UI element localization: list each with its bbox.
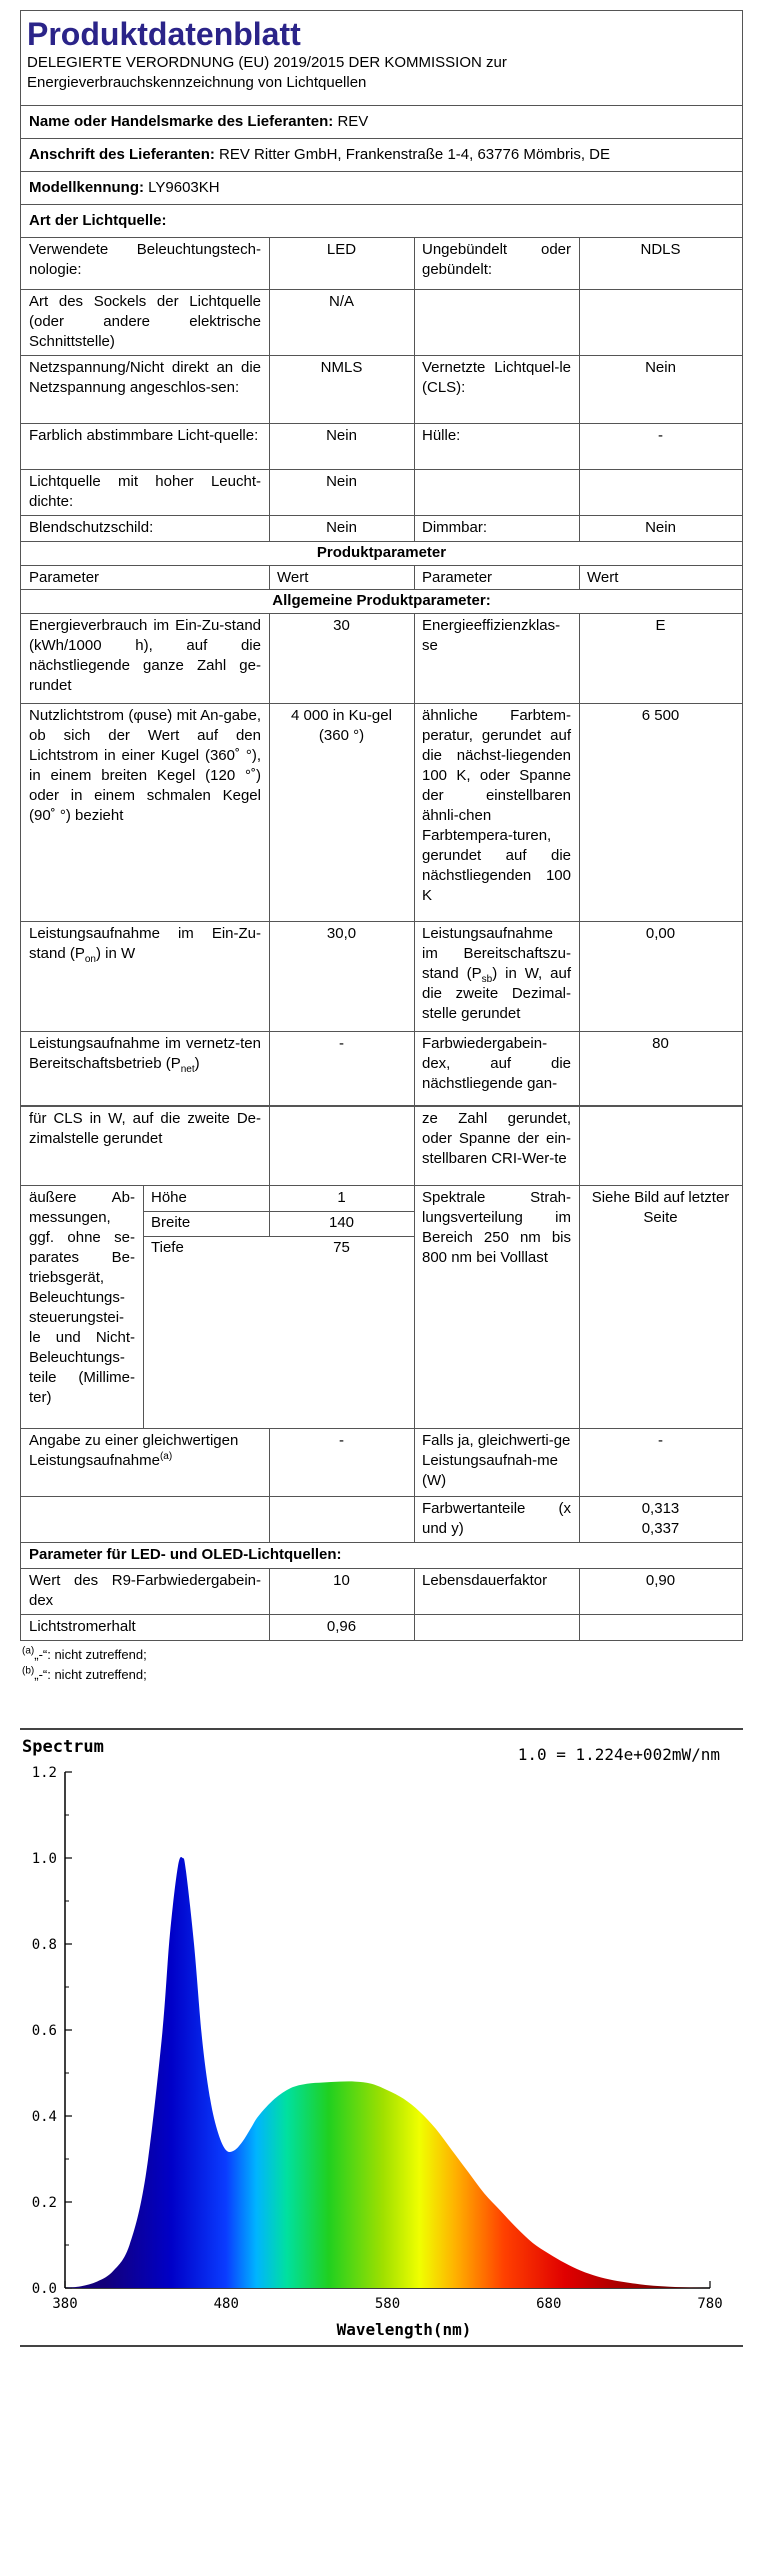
ls-row-technology: [20, 238, 743, 290]
ls-label: Ungebündelt oder gebündelt:: [422, 241, 571, 278]
cri-label-cont: ze Zahl gerundet, oder Spanne der ein-stellbaren CRI-Wer-te: [422, 1110, 571, 1167]
led-parameters-heading: Parameter für LED- und OLED-Lichtquellen:: [20, 1543, 743, 1569]
equiv-label: Angabe zu einer gleichwertigen Leistungsaufnahme$^{(a)}$: [29, 1432, 239, 1469]
dimensions-row: [20, 1186, 743, 1429]
r9-label: Wert des R9-Farbwiedergabein-dex: [29, 1572, 261, 1609]
supplier-address-label: Anschrift des Lieferanten:: [29, 146, 215, 163]
r9-value: 10: [333, 1572, 350, 1589]
psb-value: 0,00: [645, 925, 676, 942]
cri-value: 80: [652, 1035, 669, 1052]
ls-value: Nein: [645, 359, 676, 376]
dim-value: 75: [333, 1239, 350, 1256]
equiv-value: -: [339, 1432, 344, 1449]
ls-label: Dimmbar:: [422, 519, 488, 536]
chart-annotation: 1.0 = 1.224e+002mW/nm: [517, 1745, 720, 1764]
pon-label: Leistungsaufnahme im Ein-Zu-stand $(P_{on})$ in W: [29, 925, 261, 965]
dim-name: Breite: [151, 1214, 191, 1231]
chroma-y: 0,337: [641, 1520, 680, 1537]
maintenance-row: [20, 1615, 743, 1641]
col-value: Wert: [587, 569, 619, 586]
spectrum-chart: [20, 1728, 743, 2347]
ls-label: Blendschutzschild:: [29, 519, 154, 536]
section-heading: Art der Lichtquelle:: [29, 212, 167, 229]
light-source-type-heading: [20, 205, 743, 238]
equiv-power-label: Falls ja, gleichwerti-ge Leistungsaufnah-me (W): [422, 1432, 571, 1489]
maintenance-label: Lichtstromerhalt: [29, 1618, 136, 1635]
energy-value: 30: [333, 617, 350, 634]
general-parameters-heading: Allgemeine Produktparameter:: [20, 590, 743, 614]
y-tick-label: 1.2: [31, 1765, 57, 1781]
dim-value: 140: [328, 1214, 355, 1231]
chroma-values: [579, 1497, 742, 1542]
survival-value: 0,90: [645, 1572, 676, 1589]
supplier-name-row: [20, 106, 743, 139]
ls-label: [414, 290, 579, 355]
spectrum-area: [65, 1857, 710, 2288]
x-tick-label: 780: [697, 2296, 723, 2312]
pnet-cont-row: [20, 1106, 743, 1186]
ls-value: [579, 470, 742, 515]
footnote-a: $^{(a)}$„-“: nicht zutreffend;: [22, 1645, 147, 1662]
model-label: Modellkennung:: [29, 179, 144, 196]
spd-value: Siehe Bild auf letzter Seite: [591, 1189, 730, 1226]
ls-value: [579, 290, 742, 355]
supplier-address-row: [20, 139, 743, 172]
ls-value: Nein: [326, 519, 357, 536]
chromaticity-row: [20, 1497, 743, 1543]
model-row: [20, 172, 743, 205]
equivalent-row: [20, 1429, 743, 1497]
ls-label: Hülle:: [422, 427, 461, 444]
ls-row-luminance: [20, 470, 743, 516]
maintenance-value: 0,96: [326, 1618, 357, 1635]
ls-value: LED: [326, 241, 357, 258]
col-value: Wert: [277, 569, 309, 586]
product-data-sheet: [20, 10, 743, 1685]
ls-value: Nein: [326, 427, 357, 444]
ls-value: NDLS: [640, 241, 681, 258]
pnet-row: [20, 1032, 743, 1106]
x-tick-label: 480: [213, 2296, 239, 2312]
chroma-x: 0,313: [641, 1500, 680, 1517]
dim-name: Höhe: [151, 1189, 187, 1206]
model-value: LY9603KH: [148, 179, 220, 196]
chart-title: Spectrum: [22, 1737, 104, 1757]
chroma-label: Farbwertanteile (x und y): [422, 1500, 571, 1537]
energy-row: [20, 614, 743, 704]
equiv-power-value: -: [658, 1432, 663, 1449]
ls-row-glare: [20, 516, 743, 542]
eec-value: E: [655, 617, 666, 634]
ls-value: NMLS: [320, 359, 363, 376]
x-tick-label: 680: [536, 2296, 562, 2312]
y-tick-label: 0.4: [31, 2109, 57, 2125]
r9-row: [20, 1569, 743, 1615]
eec-label: Energieeffizienzklas-se: [422, 617, 561, 654]
spd-label: Spektrale Strah-lungsverteilung im Bereich 250 nm bis 800 nm bei Volllast: [422, 1189, 571, 1266]
dim-value: 1: [337, 1189, 346, 1206]
x-tick-label: 380: [52, 2296, 78, 2312]
ls-value: Nein: [645, 519, 676, 536]
ls-label: Lichtquelle mit hoher Leucht-dichte:: [29, 473, 261, 510]
pon-value: 30,0: [326, 925, 357, 942]
cri-label: Farbwiedergabein-dex, auf die nächstliegende gan-: [422, 1035, 571, 1092]
energy-label: Energieverbrauch im Ein-Zu-stand (kWh/1000 h), auf die nächstliegende ganze Zahl ge-rundet: [29, 617, 261, 694]
ls-label: [414, 470, 579, 515]
supplier-name-label: Name oder Handelsmarke des Lieferanten:: [29, 113, 334, 130]
dim-name: Tiefe: [151, 1239, 184, 1256]
parameter-header-row: [20, 566, 743, 590]
x-tick-label: 580: [374, 2296, 401, 2312]
spectrum-svg: [20, 1730, 743, 2345]
pnet-label: Leistungsaufnahme im vernetz-ten Bereitschaftsbetrieb $(P_{net})$: [29, 1035, 261, 1075]
ls-label: Vernetzte Lichtquel-le (CLS):: [422, 359, 571, 396]
y-tick-label: 1.0: [31, 1851, 57, 1867]
col-param: Parameter: [422, 569, 493, 586]
ls-row-tunable: [20, 424, 743, 470]
cct-label: ähnliche Farbtem-peratur, gerundet auf die nächst-liegenden 100 K, oder Spanne der einstellbaren ähnli-chen Farbtempera-turen, gerundet auf die nächstliegenden 100 K: [422, 707, 571, 904]
supplier-address-value: REV Ritter GmbH, Frankenstraße 1-4, 63776 Mömbris, DE: [219, 146, 611, 163]
ls-row-socket: [20, 290, 743, 356]
cct-value: 6 500: [641, 707, 680, 724]
ls-row-mains: [20, 356, 743, 424]
ls-value: -: [658, 427, 663, 444]
psb-label: Leistungsaufnahme im Bereitschaftszu-stand $(P_{sb})$ in W, auf die zweite Dezimal-stelle gerundet: [422, 925, 571, 1022]
power-row: [20, 922, 743, 1032]
ls-label: Art des Sockels der Lichtquelle (oder andere elektrische Schnittstelle): [29, 293, 261, 350]
x-axis-label: Wavelength(nm): [336, 2320, 472, 2339]
ls-label: Netzspannung/Nicht direkt an die Netzspannung angeschlos-sen:: [29, 359, 261, 396]
product-parameters-heading: Produktparameter: [20, 542, 743, 566]
regulation-text: DELEGIERTE VERORDNUNG (EU) 2019/2015 DER KOMMISSION zur Energieverbrauchskennzeichnung von Lichtquellen: [27, 54, 507, 91]
flux-row: [20, 704, 743, 922]
ls-label: Verwendete Beleuchtungstech-nologie:: [29, 241, 261, 278]
page-title: Produktdatenblatt: [27, 16, 301, 52]
pnet-label-cont: für CLS in W, auf die zweite De-zimalstelle gerundet: [29, 1110, 261, 1147]
flux-label: Nutzlichtstrom (φuse) mit An-gabe, ob sich der Wert auf den Lichtstrom in einer Kugel (360˚ °), in einem breiten Kegel (120 °˚) oder in einem schmalen Kegel (90˚ °) bezieht: [29, 707, 261, 824]
y-tick-label: 0.0: [31, 2281, 57, 2297]
dims-label: äußere Ab-messungen, ggf. ohne se-parates Be-triebsgerät, Beleuchtungs-steuerungstei-le und Nicht-Beleuchtungs-teile (Millime-ter): [29, 1189, 135, 1406]
ls-value: N/A: [328, 293, 354, 310]
ls-value: Nein: [326, 473, 357, 490]
y-tick-label: 0.2: [31, 2195, 57, 2211]
ls-label: Farblich abstimmbare Licht-quelle:: [29, 427, 259, 444]
header-block: [20, 10, 743, 106]
col-param: Parameter: [29, 569, 100, 586]
supplier-name-value: REV: [337, 113, 369, 130]
pnet-value: -: [339, 1035, 344, 1052]
y-tick-label: 0.6: [31, 2023, 57, 2039]
flux-value: 4 000 in Ku-gel (360 °): [291, 707, 392, 744]
survival-label: Lebensdauerfaktor: [422, 1572, 548, 1589]
footnote-b: $^{(b)}$„-“: nicht zutreffend;: [22, 1665, 147, 1682]
y-tick-label: 0.8: [31, 1937, 57, 1953]
